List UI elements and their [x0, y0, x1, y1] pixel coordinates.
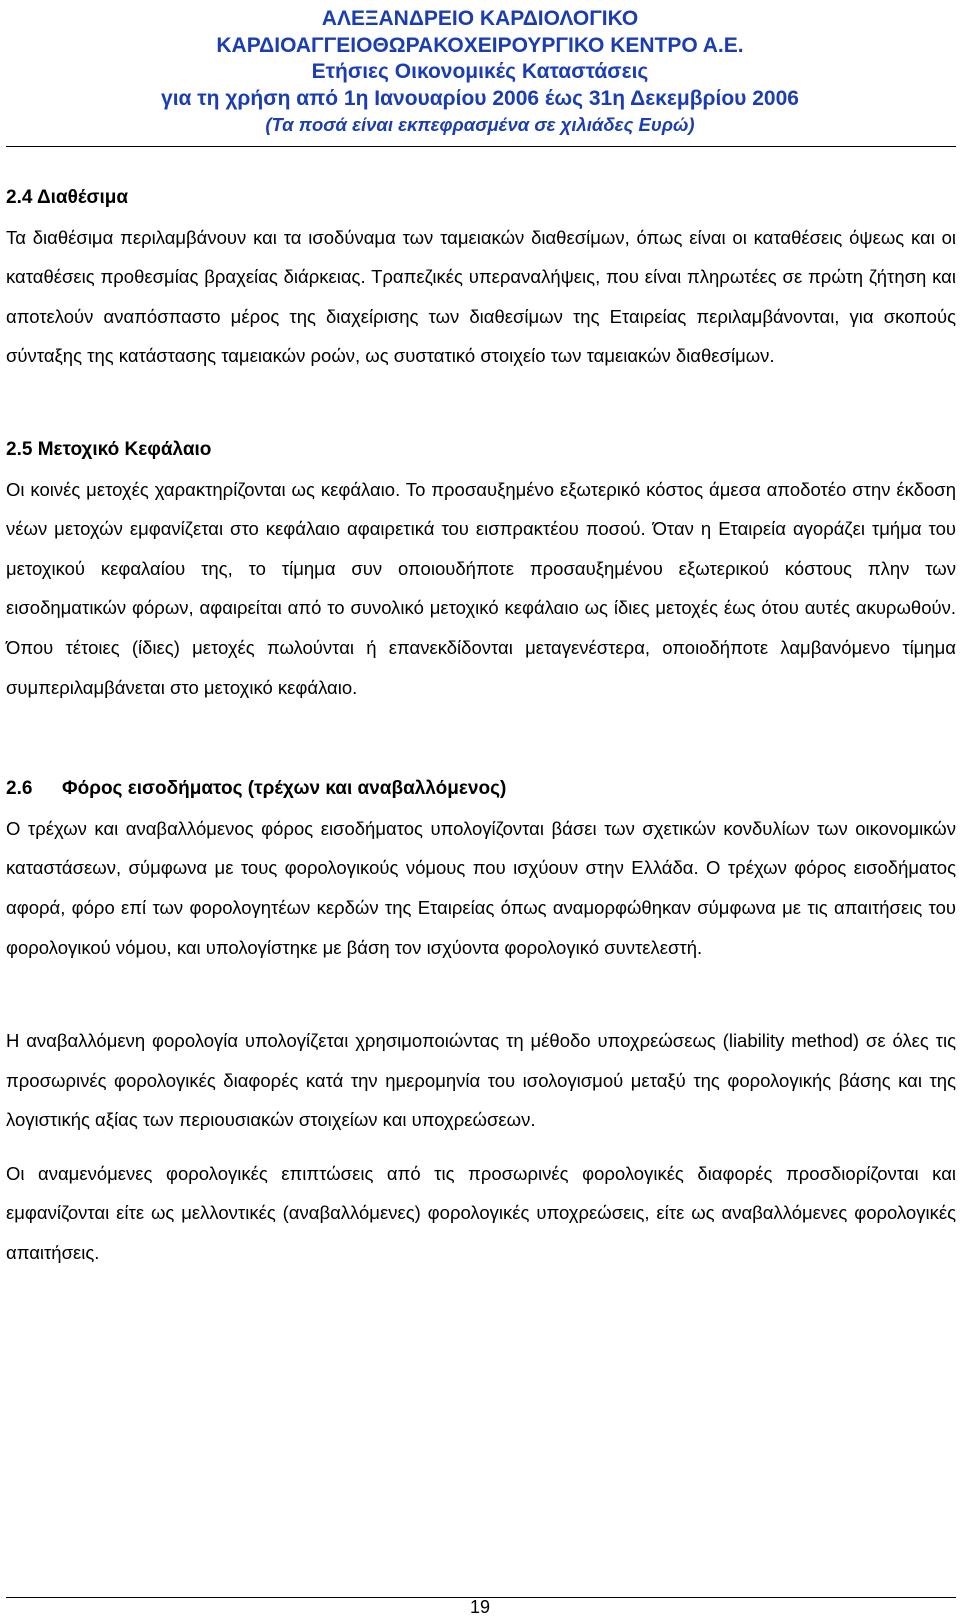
- section-2-4: [6, 178, 956, 376]
- section-paragraph: Οι κοινές μετοχές χαρακτηρίζονται ως κεφάλαιο. Το προσαυξημένο εξωτερικό κόστος άμεσα αποδοτέο στην έκδοση νέων μετοχών εμφανίζεται στο κεφάλαιο αφαιρετικά του εισπρακτέου ποσού. Όταν η Εταιρεία αγοράζει τμήμα του μετοχικού κεφαλαίου της, το τίμημα συν οποιουδήποτε προσαυξημένου εξωτερικού κόστους πλην των εισοδηματικών φόρων, αφαιρείται από το συνολικό μετοχικό κεφάλαιο ως ίδιες μετοχές έως ότου αυτές ακυρωθούν. Όπου τέτοιες (ίδιες) μετοχές πωλούνται ή επανεκδίδονται μεταγενέστερα, οποιοδήποτε λαμβανόμενο τίμημα συμπεριλαμβάνεται στο μετοχικό κεφάλαιο.: [6, 478, 956, 698]
- section-number: 2.4: [6, 187, 33, 208]
- section-2-6: [6, 769, 956, 1273]
- section-heading: [6, 178, 956, 218]
- section-number: 2.5: [6, 438, 33, 460]
- section-title: Διαθέσιμα: [37, 187, 129, 208]
- company-name-line2: ΚΑΡΔΙΟΑΓΓΕΙΟΘΩΡΑΚΟΧΕΙΡΟΥΡΓΙΚΟ ΚΕΝΤΡΟ Α.Ε.: [216, 33, 744, 57]
- section-number: 2.6: [6, 778, 33, 800]
- section-paragraph: Οι αναμενόμενες φορολογικές επιπτώσεις από τις προσωρινές φορολογικές διαφορές προσδιορίζονται και εμφανίζονται είτε ως μελλοντικές (αναβαλλόμενες) φορολογικές υποχρεώσεις, είτε ως αναβαλλόμενες φορολογικές απαιτήσεις.: [6, 1162, 956, 1264]
- page-number: 19: [469, 1597, 491, 1617]
- report-period: για τη χρήση από 1η Ιανουαρίου 2006 έως 31η Δεκεμβρίου 2006: [161, 86, 799, 110]
- currency-note: (Τα ποσά είναι εκπεφρασμένα σε χιλιάδες Ευρώ): [265, 114, 695, 135]
- company-name-line1: ΑΛΕΞΑΝΔΡΕΙΟ ΚΑΡΔΙΟΛΟΓΙΚΟ: [321, 7, 639, 30]
- section-2-5: [6, 430, 956, 707]
- section-paragraph: Τα διαθέσιμα περιλαμβάνουν και τα ισοδύναμα των ταμειακών διαθεσίμων, όπως είναι οι καταθέσεις όψεως και οι καταθέσεις προθεσμίας βραχείας διάρκειας. Τραπεζικές υπεραναλήψεις, που είναι πληρωτέες σε πρώτη ζήτηση και αποτελούν αναπόσπαστο μέρος της διαχείρισης των διαθεσίμων της Εταιρείας περιλαμβάνονται, για σκοπούς σύνταξης της κατάστασης ταμειακών ροών, ως συστατικό στοιχείο των ταμειακών διαθεσίμων.: [6, 226, 956, 367]
- document-header: [0, 6, 960, 139]
- section-heading: [6, 430, 956, 470]
- section-paragraph: Η αναβαλλόμενη φορολογία υπολογίζεται χρησιμοποιώντας τη μέθοδο υποχρεώσεως (liability method) σε όλες τις προσωρινές φορολογικές διαφορές κατά την ημερομηνία του ισολογισμού μεταξύ της φορολογικής βάσης και της λογιστικής αξίας των περιουσιακών στοιχείων και υποχρεώσεων.: [6, 1030, 956, 1131]
- section-title: Φόρος εισοδήματος (τρέχων και αναβαλλόμενος): [62, 778, 507, 800]
- section-heading: [6, 769, 956, 809]
- report-title: Ετήσιες Οικονομικές Καταστάσεις: [311, 60, 649, 83]
- section-title: Μετοχικό Κεφάλαιο: [37, 438, 212, 460]
- document-body: [6, 178, 956, 1273]
- header-divider: [6, 146, 956, 147]
- section-paragraph: Ο τρέχων και αναβαλλόμενος φόρος εισοδήματος υπολογίζονται βάσει των σχετικών κονδυλίων των οικονομικών καταστάσεων, σύμφωνα με τους φορολογικούς νόμους που ισχύουν στην Ελλάδα. Ο τρέχων φόρος εισοδήματος αφορά, φόρο επί των φορολογητέων κερδών της Εταιρείας όπως αναμορφώθηκαν σύμφωνα με τις απαιτήσεις του φορολογικού νόμου, και υπολογίστηκε με βάση τον ισχύοντα φορολογικό συντελεστή.: [6, 817, 956, 958]
